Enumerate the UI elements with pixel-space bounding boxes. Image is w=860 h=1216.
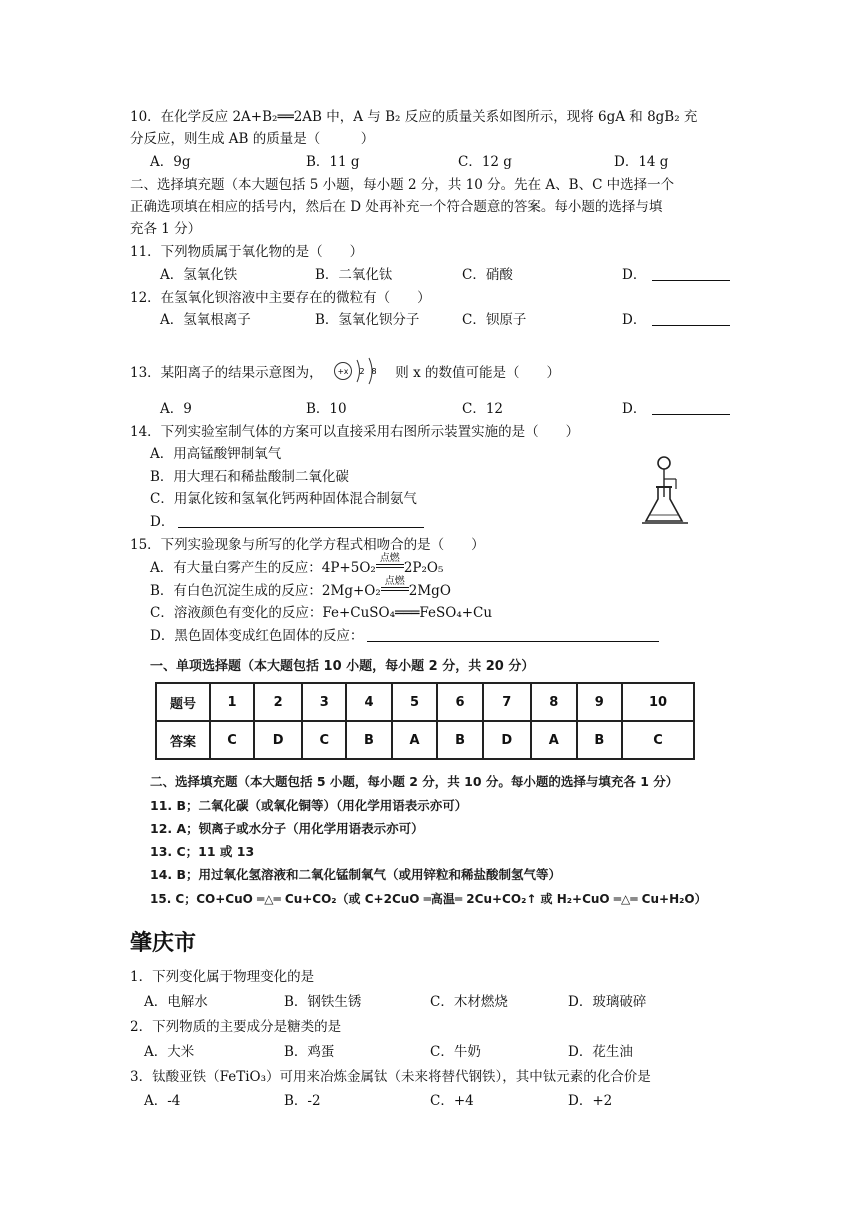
answer-13: 13. C；11 或 13	[150, 844, 255, 859]
q12-option-d: D．	[622, 309, 730, 331]
q14-option-c: C．用氯化铵和氢氧化钙两种固体混合制氨气	[150, 491, 417, 507]
question-number: 1	[210, 683, 254, 721]
answer-table-row-keys	[156, 721, 694, 759]
answer-key: A	[531, 721, 577, 759]
answer-heading-2: 二、选择填充题（本大题包括 5 小题，每小题 2 分，共 10 分。每小题的选择与填充各 1 分）	[150, 774, 679, 789]
ion-structure-diagram	[331, 354, 387, 388]
question-number: 3	[302, 683, 346, 721]
q13-option-b: B．10	[306, 401, 347, 417]
q15-stem: 15．下列实验现象与所写的化学方程式相吻合的是（ ）	[130, 537, 485, 553]
q14-option-d: D．	[150, 511, 424, 533]
condition-ignite-b: 点燃	[384, 576, 405, 587]
q15-option-d: D．黑色固体变成红色固体的反应：	[150, 625, 659, 647]
section2-intro-line3: 充各 1 分）	[130, 221, 202, 237]
answer-key: D	[483, 721, 531, 759]
q15-option-a: A．有大量白雾产生的反应：4P+5O₂ 点燃 2P₂O₅	[150, 557, 443, 579]
shell1-label: 2	[359, 367, 365, 376]
q13-stem-pre: 13．某阳离子的结果示意图为，	[130, 365, 323, 381]
zq1-option-b: B．钢铁生锈	[284, 994, 362, 1010]
q10-option-a: A．9g	[150, 154, 191, 170]
q14-option-b: B．用大理石和稀盐酸制二氧化碳	[150, 469, 349, 485]
q13-option-c: C．12	[462, 401, 504, 417]
q10-option-d: D．14 g	[614, 154, 669, 170]
q11-option-d: D．	[622, 264, 730, 286]
section2-intro-line2: 正确选项填在相应的括号内，然后在 D 处再补充一个符合题意的答案。每小题的选择与填	[130, 199, 663, 215]
answer-15: 15. C；CO+CuO ═△═ Cu+CO₂（或 C+2CuO ═高温═ 2Cu+CO₂↑ 或 H₂+CuO ═△═ Cu+H₂O）	[150, 892, 707, 906]
q11-stem: 11．下列物质属于氧化物的是（ ）	[130, 244, 364, 260]
q15-blank[interactable]	[367, 627, 659, 642]
shell2-label: 8	[371, 367, 377, 376]
zq2-option-b: B．鸡蛋	[284, 1044, 335, 1060]
q14-stem: 14．下列实验室制气体的方案可以直接采用右图所示装置实施的是（ ）	[130, 424, 580, 440]
answer-12: 12. A；钡离子或水分子（用化学用语表示亦可）	[150, 821, 424, 836]
q10-stem-line1: 10．在化学反应 2A+B₂══2AB 中，A 与 B₂ 反应的质量关系如图所示，现将 6gA 和 8gB₂ 充	[130, 109, 698, 125]
flask-apparatus-figure	[640, 449, 692, 529]
zq1-option-a: A．电解水	[144, 994, 208, 1010]
q12-option-b: B．氢氧化钡分子	[315, 312, 420, 328]
answer-11: 11. B；二氧化碳（或氧化铜等）（用化学用语表示亦可）	[150, 798, 468, 813]
question-number: 10	[622, 683, 694, 721]
q10-option-c: C．12 g	[458, 154, 512, 170]
answer-key: B	[577, 721, 622, 759]
answer-heading-1: 一、单项选择题（本大题包括 10 小题，每小题 2 分，共 20 分）	[150, 659, 535, 674]
q12-option-c: C．钡原子	[462, 312, 527, 328]
q13-blank[interactable]	[652, 400, 730, 415]
q11-blank[interactable]	[652, 266, 730, 281]
question-number: 9	[577, 683, 622, 721]
zq2-option-c: C．牛奶	[430, 1044, 481, 1060]
question-number: 7	[483, 683, 531, 721]
question-number: 6	[437, 683, 482, 721]
answer-key: B	[437, 721, 482, 759]
q15-option-c: C．溶液颜色有变化的反应：Fe+CuSO₄═══FeSO₄+Cu	[150, 605, 493, 621]
zq1-option-c: C．木材燃烧	[430, 994, 508, 1010]
q13-stem	[130, 354, 560, 388]
zq2-option-a: A．大米	[144, 1044, 195, 1060]
nucleus-label: +x	[337, 367, 349, 376]
answer-key: C	[302, 721, 346, 759]
answer-key: A	[392, 721, 438, 759]
zq2-stem: 2．下列物质的主要成分是糖类的是	[130, 1019, 342, 1035]
q12-stem: 12．在氢氧化钡溶液中主要存在的微粒有（ ）	[130, 290, 431, 306]
q14-option-a: A．用高锰酸钾制氧气	[150, 446, 282, 462]
q13-option-a: A．9	[160, 401, 192, 417]
zq3-option-b: B．-2	[284, 1093, 321, 1109]
city-heading: 肇庆市	[130, 931, 197, 956]
condition-ignite-a: 点燃	[379, 553, 400, 564]
answer-table	[155, 682, 695, 760]
q11-option-b: B．二氧化钛	[315, 267, 393, 283]
answer-table-header-number: 题号	[156, 683, 210, 721]
question-number: 4	[346, 683, 391, 721]
q10-option-b: B．11 g	[306, 154, 360, 170]
q12-blank[interactable]	[652, 311, 730, 326]
zq3-option-d: D．+2	[568, 1093, 613, 1109]
q13-option-d: D．	[622, 398, 730, 420]
q13-stem-post: 则 x 的数值可能是（ ）	[395, 365, 560, 381]
answer-key: D	[254, 721, 302, 759]
zq3-stem: 3．钛酸亚铁（FeTiO₃）可用来冶炼金属钛（未来将替代钢铁），其中钛元素的化合价是	[130, 1069, 651, 1085]
q12-option-a: A．氢氧根离子	[160, 312, 251, 328]
question-number: 2	[254, 683, 302, 721]
zq1-stem: 1．下列变化属于物理变化的是	[130, 969, 315, 985]
question-number: 5	[392, 683, 438, 721]
answer-14: 14. B；用过氧化氢溶液和二氧化锰制氧气（或用锌粒和稀盐酸制氢气等）	[150, 867, 562, 882]
answer-key: C	[622, 721, 694, 759]
q14-blank[interactable]	[178, 513, 424, 528]
zq3-option-a: A．-4	[144, 1093, 181, 1109]
question-number: 8	[531, 683, 577, 721]
q10-stem-line2: 分反应，则生成 AB 的质量是（ ）	[130, 131, 375, 147]
q15-option-b: B．有白色沉淀生成的反应：2Mg+O₂ 点燃 2MgO	[150, 580, 451, 602]
answer-key: B	[346, 721, 391, 759]
answer-table-row-numbers	[156, 683, 694, 721]
q11-option-a: A．氢氧化铁	[160, 267, 238, 283]
q11-option-c: C．硝酸	[462, 267, 513, 283]
section2-intro-line1: 二、选择填充题（本大题包括 5 小题，每小题 2 分，共 10 分。先在 A、B、C 中选择一个	[130, 177, 675, 193]
zq2-option-d: D．花生油	[568, 1044, 633, 1060]
zq1-option-d: D．玻璃破碎	[568, 994, 647, 1010]
answer-table-header-answer: 答案	[156, 721, 210, 759]
zq3-option-c: C．+4	[430, 1093, 474, 1109]
answer-key: C	[210, 721, 254, 759]
